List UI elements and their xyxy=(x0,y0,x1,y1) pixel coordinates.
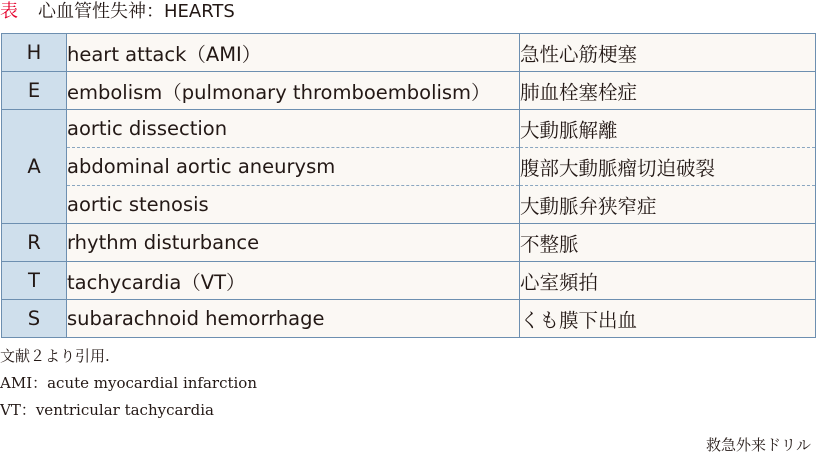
row-letter: H xyxy=(2,34,67,72)
table-title xyxy=(0,0,235,24)
table-row xyxy=(2,262,816,300)
row-japanese: 腹部大動脈瘤切迫破裂 xyxy=(520,148,816,186)
hearts-table xyxy=(1,33,816,338)
row-letter: T xyxy=(2,262,67,300)
table-row xyxy=(2,224,816,262)
row-japanese: 急性心筋梗塞 xyxy=(520,34,816,72)
row-japanese: 大動脈弁狭窄症 xyxy=(520,186,816,224)
row-english: rhythm disturbance xyxy=(67,224,520,262)
row-japanese: 心室頻拍 xyxy=(520,262,816,300)
row-english: embolism（pulmonary thromboembolism） xyxy=(67,72,520,110)
row-japanese: 肺血栓塞栓症 xyxy=(520,72,816,110)
row-english: aortic stenosis xyxy=(67,186,520,224)
row-japanese: くも膜下出血 xyxy=(520,300,816,338)
row-japanese: 不整脈 xyxy=(520,224,816,262)
vt-footnote: VT：ventricular tachycardia xyxy=(0,401,214,419)
table-row xyxy=(2,110,816,148)
row-japanese: 大動脈解離 xyxy=(520,110,816,148)
row-english: heart attack（AMI） xyxy=(67,34,520,72)
table-title-label: 表 xyxy=(0,1,18,22)
row-english: aortic dissection xyxy=(67,110,520,148)
row-letter: R xyxy=(2,224,67,262)
row-english: abdominal aortic aneurysm xyxy=(67,148,520,186)
row-english: subarachnoid hemorrhage xyxy=(67,300,520,338)
table-row xyxy=(2,34,816,72)
table-row xyxy=(2,148,816,186)
row-letter: E xyxy=(2,72,67,110)
table-title-text: 心血管性失神：HEARTS xyxy=(38,1,235,22)
row-letter: S xyxy=(2,300,67,338)
source-note: 文献２より引用. xyxy=(0,347,110,365)
row-english: tachycardia（VT） xyxy=(67,262,520,300)
table-row xyxy=(2,72,816,110)
ami-footnote: AMI：acute myocardial infarction xyxy=(0,374,257,392)
row-letter: A xyxy=(2,110,67,224)
book-title-footer: 救急外来ドリル xyxy=(705,436,811,454)
table-row xyxy=(2,186,816,224)
table-row xyxy=(2,300,816,338)
